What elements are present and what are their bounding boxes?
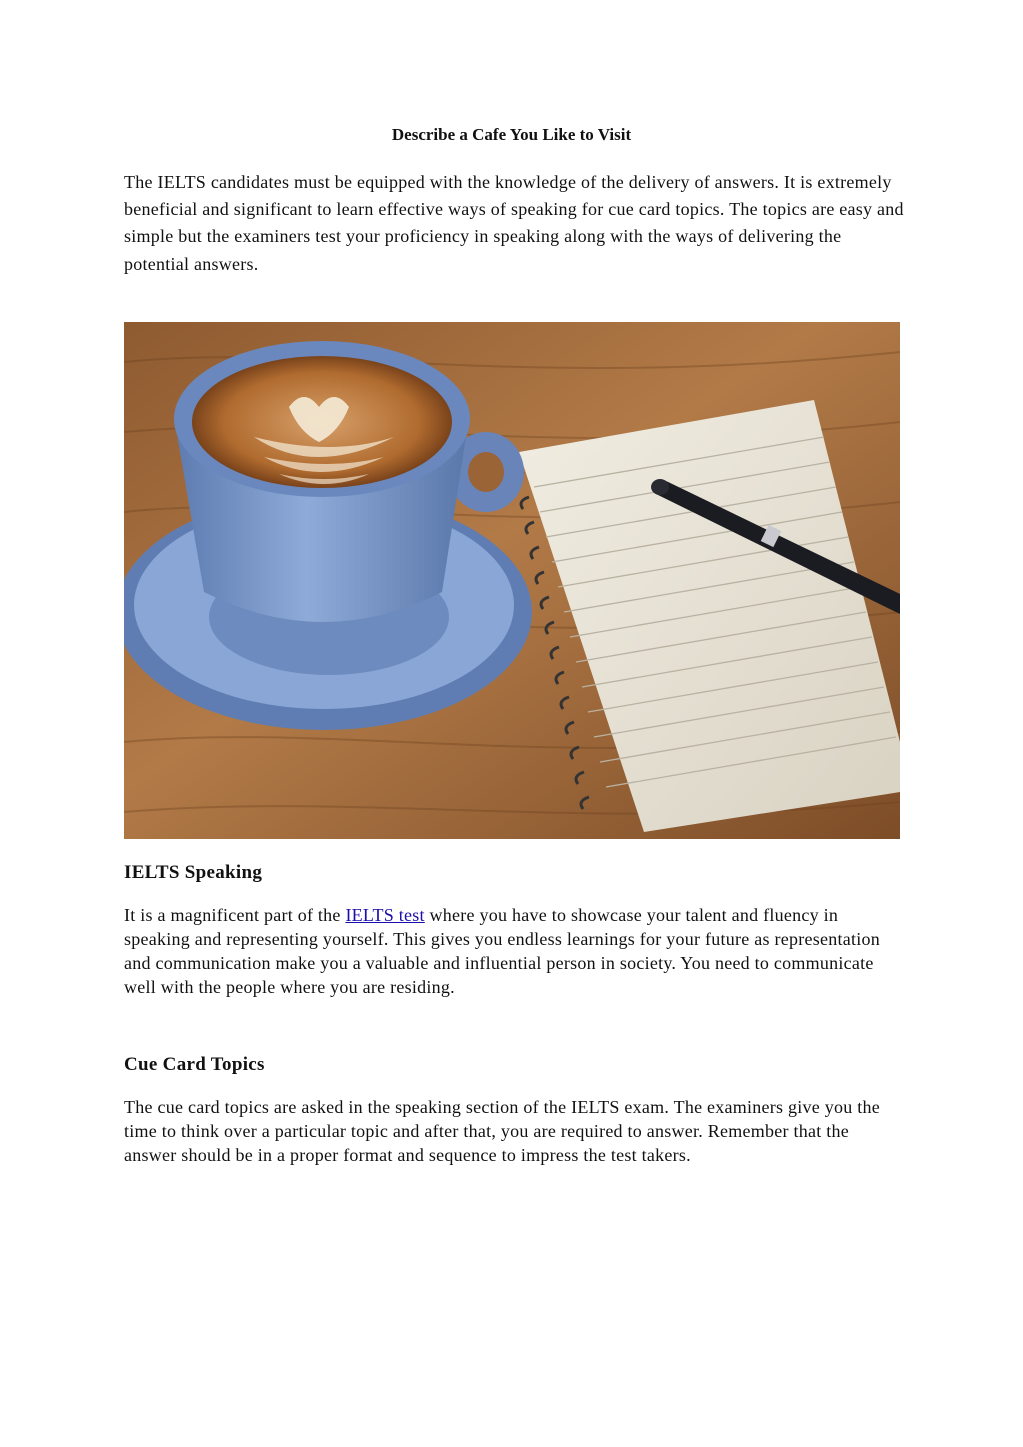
section-heading-ielts-speaking: IELTS Speaking bbox=[124, 862, 263, 883]
page-title: Describe a Cafe You Like to Visit bbox=[391, 125, 632, 144]
section-heading-cue-card-topics: Cue Card Topics bbox=[124, 1054, 265, 1075]
coffee-photo bbox=[124, 322, 900, 839]
cue-card-paragraph: The cue card topics are asked in the speaking section of the IELTS exam. The examiners give you the time to think over a particular topic and after that, you are required to answer. Remember that the answer should be in a proper format and sequence to impress the test takers. bbox=[124, 1097, 881, 1165]
intro-paragraph: The IELTS candidates must be equipped with the knowledge of the delivery of answers. It is extremely beneficial and significant to learn effective ways of speaking for cue card topics. The topics are easy and simple but the examiners test your proficiency in speaking along with the ways of delivering the potential answers. bbox=[124, 172, 904, 274]
ielts-test-link[interactable]: IELTS test bbox=[345, 905, 425, 925]
paragraph-text: where you have to showcase your talent and fluency in speaking and representing yourself. This gives you endless learnings for your future as representation and communication make you a valuable and influential person in society. You need to communicate well with the people where you are residing. bbox=[124, 905, 880, 997]
ielts-speaking-paragraph bbox=[124, 903, 904, 999]
paragraph-text: It is a magnificent part of the bbox=[124, 905, 346, 925]
